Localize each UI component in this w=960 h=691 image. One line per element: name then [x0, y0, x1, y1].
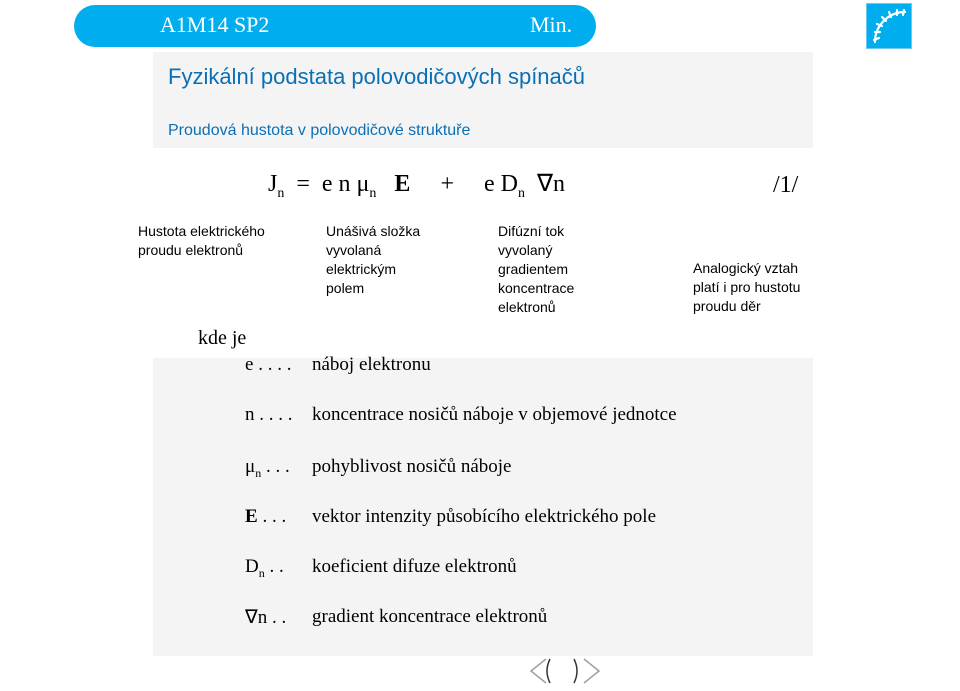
eq-d-sub: n — [517, 186, 525, 201]
note-current-density — [138, 222, 265, 260]
eq-j-sub: n — [277, 186, 285, 201]
definition-text: vektor intenzity působícího elektrického pole — [312, 506, 657, 527]
note-line: Analogický vztah — [693, 260, 799, 276]
equation-reference: /1/ — [773, 172, 799, 198]
eq-en: e n — [321, 171, 351, 197]
definition-text: náboj elektronu — [312, 354, 431, 375]
definition-text: koncentrace nosičů náboje v objemové jednotce — [312, 404, 677, 425]
eq-field: E — [394, 171, 411, 197]
symbol-main: e — [245, 354, 254, 375]
logo-icon — [866, 3, 912, 49]
definition-symbol — [245, 506, 286, 528]
symbol-main: E — [245, 506, 258, 527]
symbol-main: D — [245, 556, 259, 577]
note-line: vyvolaný — [498, 242, 553, 258]
symbol-sub: n — [258, 566, 265, 580]
eq-j: J — [268, 171, 278, 197]
symbol-dots: . . . . — [258, 354, 292, 375]
note-line: vyvolaná — [326, 242, 382, 258]
definition-symbol — [245, 404, 293, 426]
definition-text: koeficient difuze elektronů — [312, 556, 517, 577]
note-line: proudu děr — [693, 298, 761, 314]
symbol-main: ∇n — [245, 607, 268, 628]
definition-symbol — [245, 354, 291, 376]
note-line: gradientem — [498, 261, 569, 277]
parentheses-icon — [542, 656, 582, 686]
author-abbrev: Min. — [530, 12, 573, 37]
nav-home-button[interactable] — [542, 656, 564, 686]
eq-equals: = — [296, 171, 310, 197]
eq-mu: μ — [356, 171, 370, 197]
symbol-dots: . . . — [262, 506, 287, 527]
symbol-dots: . . . — [265, 456, 290, 477]
symbol-dots: . . — [271, 607, 287, 628]
nav-next-button[interactable] — [580, 656, 602, 686]
eq-plus: + — [440, 171, 454, 197]
symbol-dots: . . — [269, 556, 284, 577]
note-hole-analogy — [693, 259, 800, 316]
slide-title: Fyzikální podstata polovodičových spínačů — [168, 64, 586, 89]
definition-text: gradient koncentrace elektronů — [312, 606, 548, 627]
note-diffusion-flux — [498, 222, 574, 317]
note-line: proudu elektronů — [138, 242, 244, 258]
symbol-dots: . . . . — [259, 404, 293, 425]
note-line: platí i pro hustotu — [693, 279, 801, 295]
note-line: koncentrace — [498, 280, 575, 296]
where-label: kde je — [198, 327, 247, 349]
symbol-main: μ — [245, 456, 256, 477]
note-drift-component — [326, 222, 420, 298]
slide-subtitle: Proudová hustota v polovodičové struktuře — [168, 122, 471, 139]
course-code: A1M14 SP2 — [160, 12, 270, 37]
definition-symbol — [245, 456, 290, 481]
definition-symbol — [245, 556, 284, 581]
note-line: Difúzní tok — [498, 223, 565, 239]
eq-grad: ∇n — [536, 171, 566, 197]
symbol-sub: n — [255, 466, 262, 480]
eq-mu-sub: n — [369, 186, 377, 201]
definition-text: pohyblivost nosičů náboje — [312, 456, 512, 477]
eq-d: D — [500, 171, 518, 197]
eq-e: e — [483, 171, 495, 197]
symbol-main: n — [245, 404, 255, 425]
definition-symbol — [245, 606, 286, 629]
note-line: Unášivá složka — [326, 223, 421, 239]
header-bar — [74, 5, 596, 47]
current-density-equation — [268, 169, 565, 202]
note-line: elektronů — [498, 299, 556, 315]
chevron-right-icon — [580, 656, 602, 686]
note-line: elektrickým — [326, 261, 397, 277]
note-line: polem — [326, 280, 365, 296]
note-line: Hustota elektrického — [138, 223, 265, 239]
